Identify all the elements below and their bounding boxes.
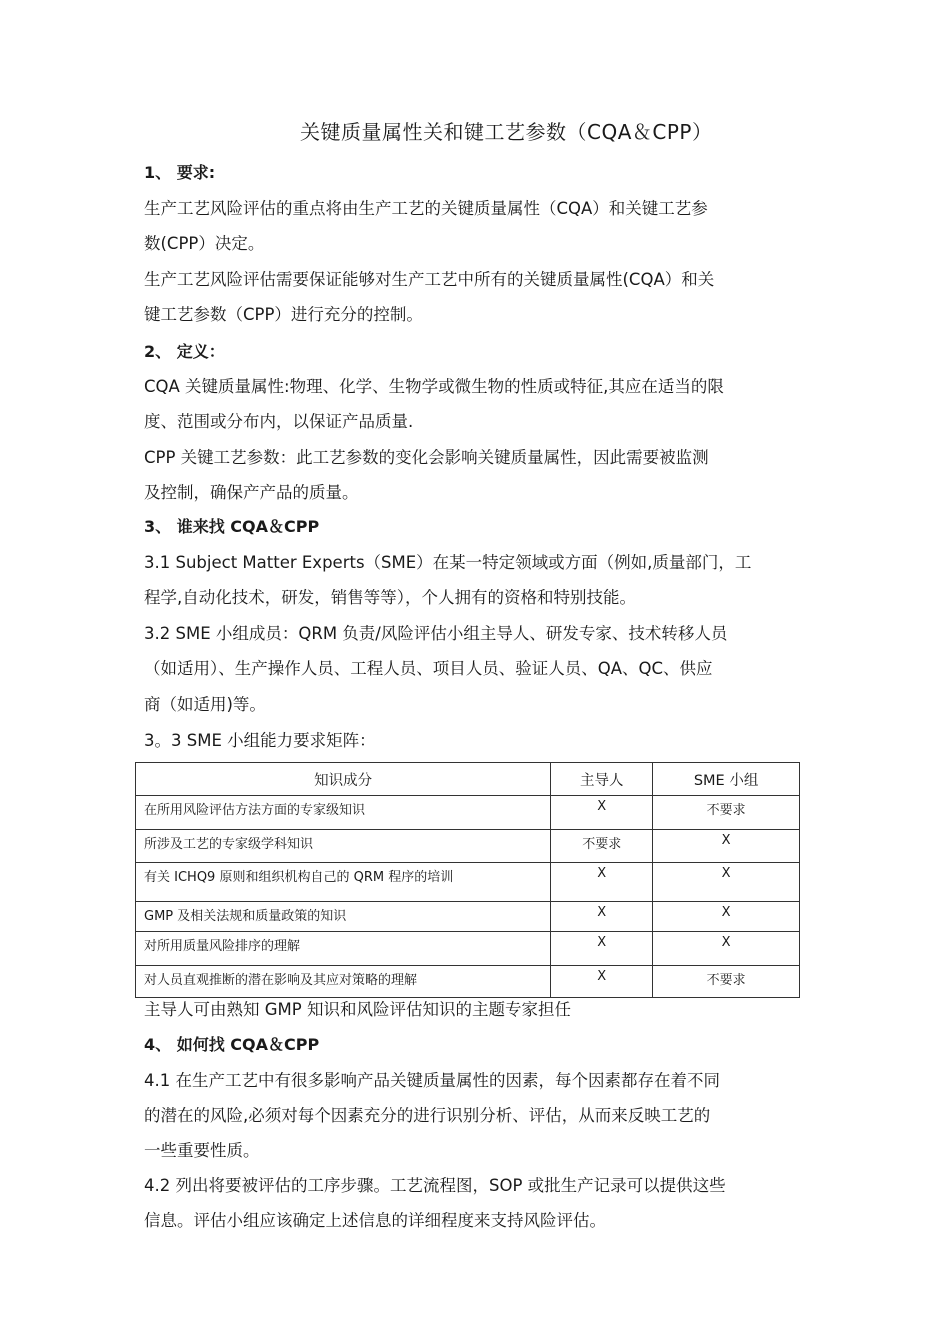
table-cell: GMP 及相关法规和质量政策的知识 — [136, 902, 551, 932]
section-2-paragraph-1-line-1: CQA 关键质量属性:物理、化学、生物学或微生物的性质或特征,其应在适当的限 — [144, 377, 724, 396]
table-cell: 不要求 — [653, 966, 800, 998]
table-row — [136, 902, 800, 932]
table-row — [136, 796, 800, 830]
table-row — [136, 830, 800, 863]
competency-matrix-table — [135, 762, 800, 998]
table-cell: 对所用质量风险排序的理解 — [136, 932, 551, 966]
section-2-paragraph-2-line-2: 及控制，确保产产品的质量。 — [144, 483, 359, 502]
section-4-paragraph-1-line-1: 4.1 在生产工艺中有很多影响产品关键质量属性的因素，每个因素都存在着不同 — [144, 1071, 720, 1090]
table-cell: 在所用风险评估方法方面的专家级知识 — [136, 796, 551, 830]
table-footnote: 主导人可由熟知 GMP 知识和风险评估知识的主题专家担任 — [144, 1000, 571, 1019]
section-3-paragraph-1-line-2: 程学,自动化技术，研发，销售等等），个人拥有的资格和特别技能。 — [144, 588, 636, 607]
section-3-paragraph-2-line-2: （如适用）、生产操作人员、工程人员、项目人员、验证人员、QA、QC、供应 — [144, 659, 713, 678]
table-header-cell: SME 小组 — [653, 763, 800, 796]
section-4-paragraph-2-line-2: 信息。评估小组应该确定上述信息的详细程度来支持风险评估。 — [144, 1211, 606, 1230]
table-cell: X — [551, 863, 653, 902]
table-cell: 所涉及工艺的专家级学科知识 — [136, 830, 551, 863]
section-3-paragraph-2-line-1: 3.2 SME 小组成员：QRM 负责/风险评估小组主导人、研发专家、技术转移人员 — [144, 624, 728, 643]
table-cell: 不要求 — [653, 796, 800, 830]
table-cell: 有关 ICHQ9 原则和组织机构自己的 QRM 程序的培训 — [136, 863, 551, 902]
table-row — [136, 932, 800, 966]
table-cell: X — [653, 830, 800, 863]
section-1-heading: 1、 要求: — [144, 163, 216, 182]
table-cell: X — [551, 902, 653, 932]
table-header-row — [136, 763, 800, 796]
table-cell: 不要求 — [551, 830, 653, 863]
table-cell: 对人员直观推断的潜在影响及其应对策略的理解 — [136, 966, 551, 998]
section-1-paragraph-1-line-1: 生产工艺风险评估的重点将由生产工艺的关键质量属性（CQA）和关键工艺参 — [144, 199, 708, 218]
section-4-heading: 4、 如何找 CQA＆CPP — [144, 1035, 320, 1054]
table-cell: X — [653, 932, 800, 966]
section-4-paragraph-1-line-2: 的潜在的风险,必须对每个因素充分的进行识别分析、评估，从而来反映工艺的 — [144, 1106, 711, 1125]
section-2-paragraph-2-line-1: CPP 关键工艺参数：此工艺参数的变化会影响关键质量属性，因此需要被监测 — [144, 448, 709, 467]
section-3-paragraph-1-line-1: 3.1 Subject Matter Experts（SME）在某一特定领域或方面（例如,质量部门，工 — [144, 553, 752, 572]
table-row — [136, 966, 800, 998]
section-3-heading: 3、 谁来找 CQA＆CPP — [144, 517, 320, 536]
section-2-heading: 2、 定义： — [144, 342, 225, 361]
section-1-paragraph-1-line-2: 数(CPP）决定。 — [144, 234, 265, 253]
table-row — [136, 863, 800, 902]
section-1-paragraph-2-line-2: 键工艺参数（CPP）进行充分的控制。 — [144, 305, 423, 324]
section-2-paragraph-1-line-2: 度、范围或分布内，以保证产品质量. — [144, 412, 414, 431]
document-title: 关键质量属性关和键工艺参数（CQA＆CPP） — [300, 120, 713, 144]
table-cell: X — [653, 902, 800, 932]
table-cell: X — [551, 796, 653, 830]
section-3-paragraph-3: 3。3 SME 小组能力要求矩阵： — [144, 731, 376, 750]
section-4-paragraph-2-line-1: 4.2 列出将要被评估的工序步骤。工艺流程图，SOP 或批生产记录可以提供这些 — [144, 1176, 726, 1195]
table-cell: X — [653, 863, 800, 902]
section-1-paragraph-2-line-1: 生产工艺风险评估需要保证能够对生产工艺中所有的关键质量属性(CQA）和关 — [144, 270, 715, 289]
section-4-paragraph-1-line-3: 一些重要性质。 — [144, 1141, 260, 1160]
section-3-paragraph-2-line-3: 商（如适用)等。 — [144, 695, 266, 714]
table-cell: X — [551, 932, 653, 966]
table-header-cell: 主导人 — [551, 763, 653, 796]
table-cell: X — [551, 966, 653, 998]
table-header-cell: 知识成分 — [136, 763, 551, 796]
